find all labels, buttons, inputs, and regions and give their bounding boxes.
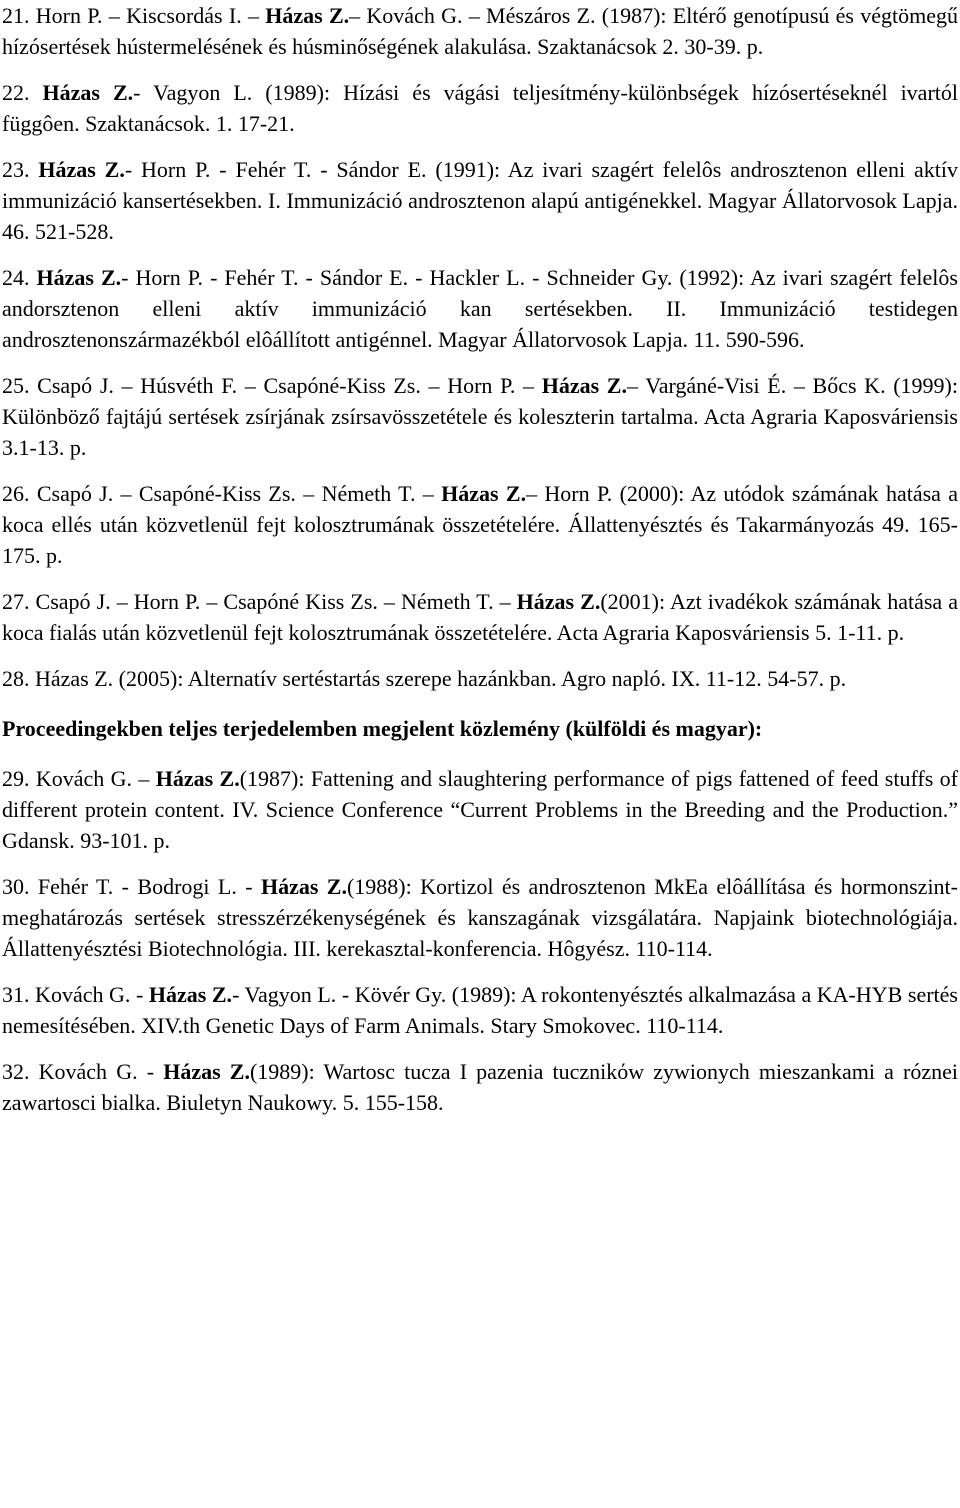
reference-30 [2, 871, 958, 964]
reference-number: 29. [2, 766, 30, 791]
reference-21 [2, 0, 958, 62]
reference-23 [2, 154, 958, 247]
reference-text: - Horn P. - Fehér T. - Sándor E. (1991): Az ivari szagért felelôs androsztenon elleni aktív immunizáció kansertésekben. I. Immunizáció androsztenon alapú antigénekkel. Magyar Állatorvosok Lapja. 46. 521-528. [2, 157, 959, 244]
reference-authors: Házas Z. (2005): Alternatív sertéstartás szerepe hazánkban. Agro napló. IX. 11-12. 54-57. p. [29, 666, 847, 691]
reference-text: (1989): Wartosc tucza I pazenia tucznikόw zywionych mieszankami a róznei zawartosci bialka. Biuletyn Naukowy. 5. 155-158. [2, 1059, 958, 1115]
reference-author-highlight: Házas Z. [265, 3, 350, 28]
reference-text: (1988): Kortizol és androsztenon MkEa elôállítása és hormonszint-meghatározás sertések stresszérzékenységének és kanszagának vizsgálatára. Napjaink biotechnológiája. Állattenyésztési Biotechnológia. III. kerekasztal-konferencia. Hôgyész. 110-114. [2, 874, 958, 961]
reference-32 [2, 1056, 958, 1118]
reference-31 [2, 979, 958, 1041]
reference-number: 23. [2, 157, 30, 182]
reference-number: 28. [2, 666, 30, 691]
reference-number: 25. [2, 373, 30, 398]
reference-author-highlight: Házas Z. [36, 265, 122, 290]
reference-authors: Kovách G. – [29, 766, 156, 791]
reference-number: 27. [2, 589, 30, 614]
reference-number: 31. [2, 982, 30, 1007]
reference-author-highlight: Házas Z. [38, 157, 125, 182]
reference-author-highlight: Házas Z. [441, 481, 527, 506]
reference-authors: Csapó J. – Csapóné-Kiss Zs. – Németh T. – [29, 481, 442, 506]
reference-text: - Vagyon L. - Kövér Gy. (1989): A rokontenyésztés alkalmazása a KA-HYB sertés nemesítésében. XIV.th Genetic Days of Farm Animals. Stary Smokovec. 110-114. [2, 982, 958, 1038]
reference-author-highlight: Házas Z. [155, 766, 240, 791]
reference-authors: Horn P. – Kiscsordás I. – [29, 3, 266, 28]
reference-text: - Horn P. - Fehér T. - Sándor E. - Hackler L. - Schneider Gy. (1992): Az ivari szagért felelôs andorsztenon elleni aktív immunizáció kan sertésekben. II. Immunizáció testidegen androsztenonszármazékból elôállított antigénnel. Magyar Állatorvosok Lapja. 11. 590-596. [2, 265, 958, 352]
reference-author-highlight: Házas Z. [260, 874, 347, 899]
reference-text: – Vargáné-Visi É. – Bőcs K. (1999): Különböző fajtájú sertések zsírjának zsírsavösszetétele és koleszterin tartalma. Acta Agraria Kaposváriensis 3.1-13. p. [2, 373, 958, 460]
reference-authors: Csapó J. – Horn P. – Csapóné Kiss Zs. – Németh T. – [29, 589, 517, 614]
reference-22 [2, 77, 958, 139]
reference-authors: Kovách G. - [29, 982, 149, 1007]
reference-text: - Vagyon L. (1989): Hízási és vágási teljesítmény-különbségek hízósertéseknél ivartól függôen. Szaktanácsok. 1. 17-21. [2, 80, 958, 136]
reference-29 [2, 763, 958, 856]
reference-28 [2, 663, 958, 694]
reference-27 [2, 586, 958, 648]
reference-authors: Fehér T. - Bodrogi L. - [29, 874, 261, 899]
reference-author-highlight: Házas Z. [163, 1059, 250, 1084]
reference-authors: Csapó J. – Húsvéth F. – Csapóné-Kiss Zs. – Horn P. – [29, 373, 542, 398]
reference-author-highlight: Házas Z. [516, 589, 601, 614]
reference-text: (2001): Azt ivadékok számának hatása a koca fialás után közvetlenül fejt kolosztrumának összetételére. Acta Agraria Kaposváriensis 5. 1-11. p. [2, 589, 958, 645]
reference-author-highlight: Házas Z. [541, 373, 627, 398]
reference-text: (1987): Fattening and slaughtering performance of pigs fattened of feed stuffs of different protein content. IV. Science Conference “Current Problems in the Breeding and the Production.” Gdansk. 93-101. p. [2, 766, 958, 853]
reference-number: 30. [2, 874, 30, 899]
reference-author-highlight: Házas Z. [42, 80, 134, 105]
reference-25 [2, 370, 958, 463]
section-heading: Proceedingekben teljes terjedelemben megjelent közlemény (külföldi és magyar): [2, 716, 763, 741]
reference-number: 21. [2, 3, 30, 28]
reference-number: 26. [2, 481, 30, 506]
reference-authors [30, 80, 43, 105]
reference-26 [2, 478, 958, 571]
reference-number: 32. [2, 1059, 30, 1084]
reference-24 [2, 262, 958, 355]
reference-authors: Kovách G. - [29, 1059, 164, 1084]
reference-number: 22. [2, 80, 30, 105]
reference-author-highlight: Házas Z. [148, 982, 233, 1007]
reference-text: – Horn P. (2000): Az utódok számának hatása a koca ellés után közvetlenül fejt kolosztrumának összetételére. Állattenyésztés és Takarmányozás 49. 165-175. p. [2, 481, 959, 568]
reference-authors [30, 265, 37, 290]
reference-number: 24. [2, 265, 30, 290]
reference-text: – Kovách G. – Mészáros Z. (1987): Eltérő genotípusú és végtömegű hízósertések hústermelésének és húsminőségének alakulása. Szaktanácsok 2. 30-39. p. [2, 3, 958, 59]
